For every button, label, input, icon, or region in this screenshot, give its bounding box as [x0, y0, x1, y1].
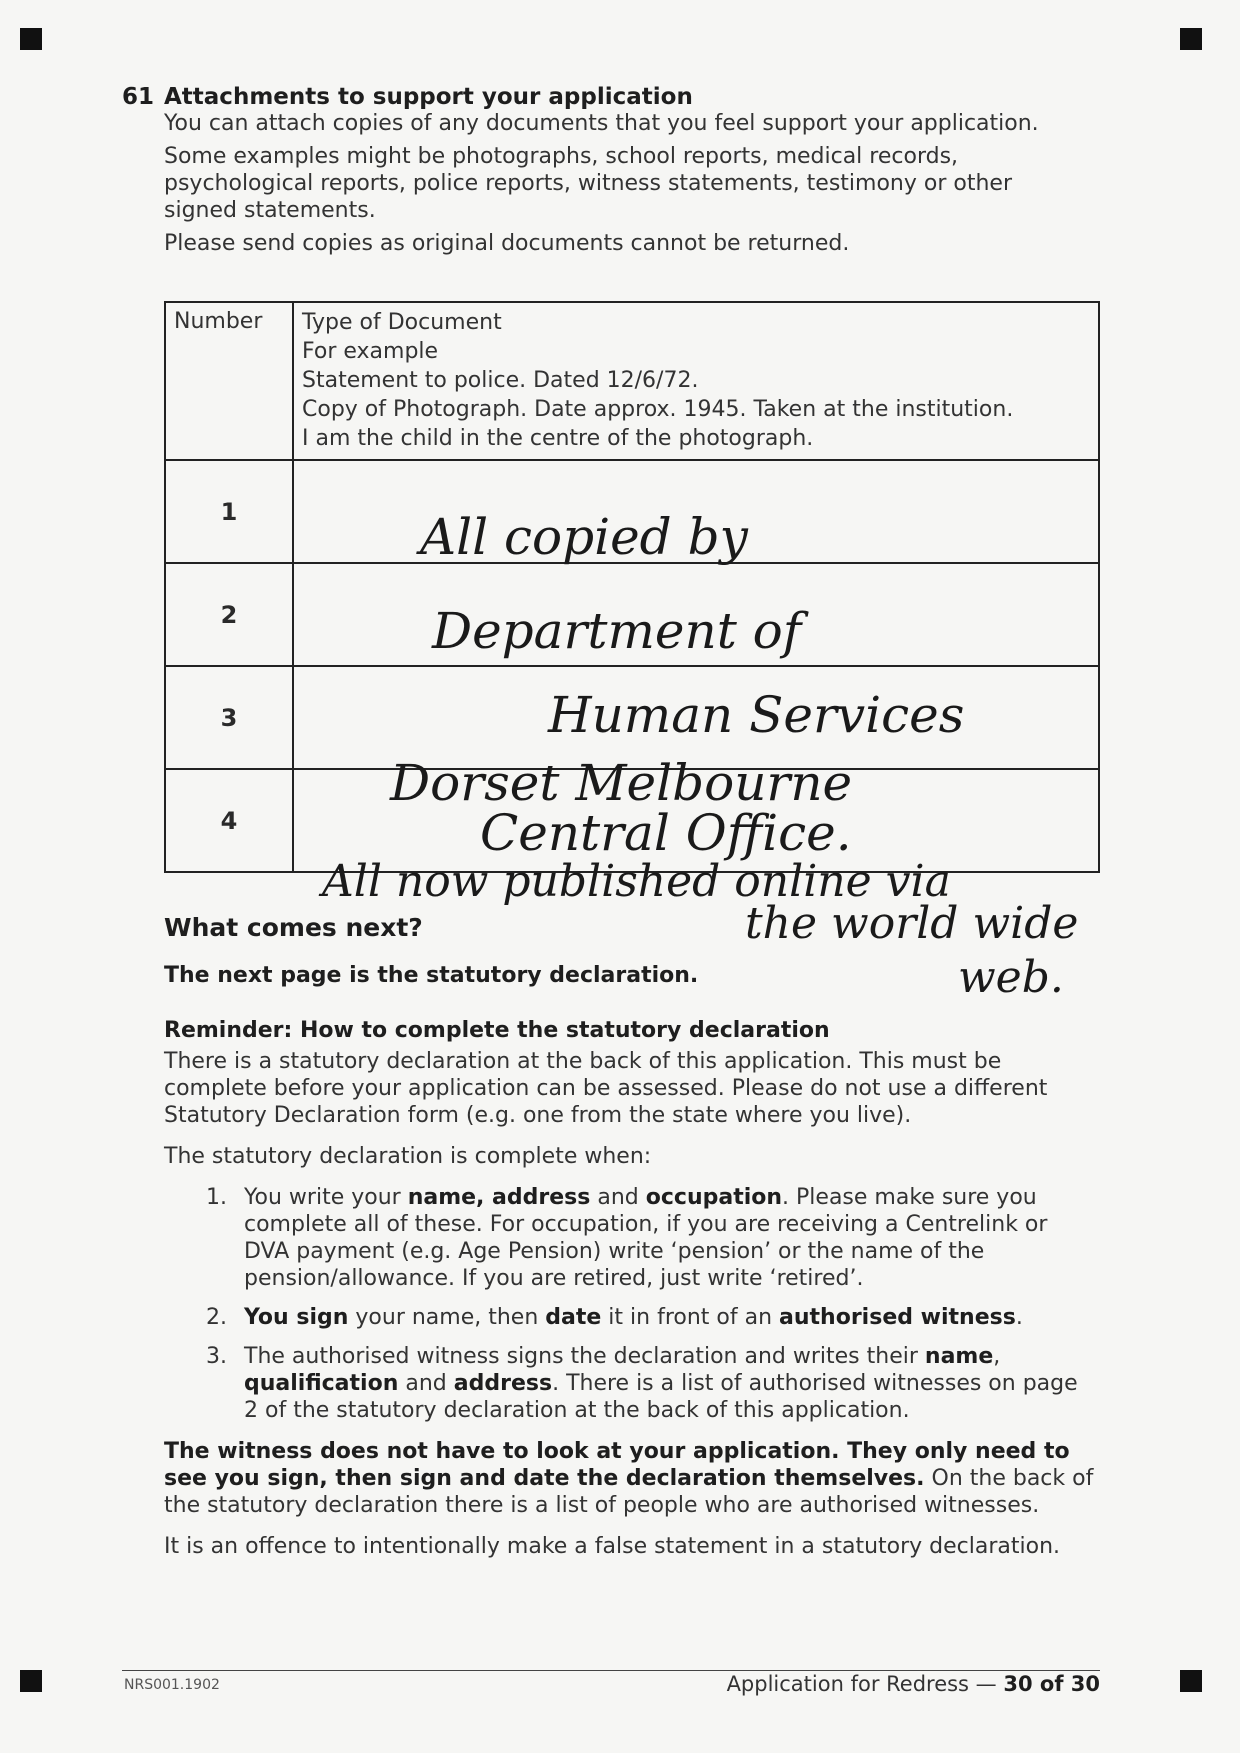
list-item — [234, 1184, 1094, 1292]
step-text: , — [993, 1344, 1001, 1369]
section-paragraph: Some examples might be photographs, school reports, medical records, psychological reports, police reports, witness statements, testimony or other signed statements. — [164, 144, 1012, 223]
step-text: it in front of an — [601, 1305, 780, 1330]
handwritten-line: Department of — [432, 602, 802, 660]
handwritten-line: All now published online via — [322, 856, 951, 907]
what-comes-next-heading: What comes next? — [164, 913, 423, 942]
step-emphasis: You sign — [244, 1305, 349, 1330]
list-item — [234, 1343, 1094, 1424]
section-number: 61 — [122, 84, 155, 110]
registration-mark-bottom-right — [1180, 1670, 1202, 1692]
example-line: Copy of Photograph. Date approx. 1945. Taken at the institution. — [302, 397, 1014, 422]
list-item — [234, 1304, 1094, 1331]
next-page-note: The next page is the statutory declaration. — [164, 963, 699, 988]
section-heading — [122, 84, 1082, 110]
completion-steps-list — [164, 1184, 1094, 1424]
page-number: 30 of 30 — [1003, 1672, 1100, 1696]
header-type-label: Type of Document — [302, 310, 502, 335]
table-header-row — [165, 302, 1099, 460]
reminder-heading: Reminder: How to complete the statutory declaration — [164, 1018, 830, 1043]
handwritten-line: Human Services — [548, 686, 965, 744]
step-text: . There is a list of authorised witnesses on page 2 of the statutory declaration at the back of this application. — [244, 1371, 1078, 1423]
step-emphasis: address — [453, 1371, 553, 1396]
step-text: You write your — [244, 1185, 408, 1210]
reminder-section — [164, 1017, 1094, 1574]
step-emphasis: date — [545, 1305, 602, 1330]
header-number: Number — [165, 302, 293, 460]
section-paragraph: Please send copies as original documents cannot be returned. — [164, 231, 850, 256]
reminder-paragraph: There is a statutory declaration at the back of this application. This must be complete before your application can be assessed. Please do not use a different Statutory Declaration form (e.g. one from the state where you live). — [164, 1049, 1048, 1128]
example-line: I am the child in the centre of the photograph. — [302, 426, 814, 451]
step-emphasis: qualification — [244, 1371, 399, 1396]
section-paragraph: You can attach copies of any documents that you feel support your application. — [164, 111, 1039, 136]
registration-mark-top-right — [1180, 28, 1202, 50]
header-type-of-document — [293, 302, 1099, 460]
step-text: . — [1015, 1305, 1023, 1330]
step-text: The authorised witness signs the declaration and writes their — [244, 1344, 925, 1369]
handwritten-line: web. — [958, 952, 1064, 1003]
row-number: 4 — [165, 769, 293, 872]
handwritten-line: the world wide — [745, 898, 1079, 949]
section-body — [164, 110, 1082, 257]
footer-page-info — [727, 1672, 1100, 1696]
registration-mark-top-left — [20, 28, 42, 50]
row-number: 2 — [165, 563, 293, 666]
step-text: . Please make sure you complete all of these. For occupation, if you are receiving a Centrelink or DVA payment (e.g. Age Pension) write ‘pension’ or the name of the pension/allowance. If you are retired, just write ‘retired’. — [244, 1185, 1048, 1291]
step-text: your name, then — [348, 1305, 546, 1330]
witness-note-rest: On the back of the statutory declaration there is a list of people who are authorised witnesses. — [164, 1466, 1094, 1518]
handwritten-line: Central Office. — [480, 804, 852, 862]
registration-mark-bottom-left — [20, 1670, 42, 1692]
example-line: Statement to police. Dated 12/6/72. — [302, 368, 699, 393]
witness-note — [164, 1438, 1094, 1519]
row-number: 3 — [165, 666, 293, 769]
step-emphasis: occupation — [645, 1185, 783, 1210]
handwritten-line: Dorset Melbourne — [390, 754, 853, 812]
step-emphasis: name — [924, 1344, 994, 1369]
handwritten-line: All copied by — [420, 508, 748, 566]
step-emphasis: authorised witness — [779, 1305, 1016, 1330]
form-code: NRS001.1902 — [124, 1677, 220, 1693]
footer-title: Application for Redress — — [726, 1672, 1004, 1696]
section-title: Attachments to support your application — [164, 84, 693, 110]
offence-warning: It is an offence to intentionally make a false statement in a statutory declaration. — [164, 1534, 1061, 1559]
row-number: 1 — [165, 460, 293, 563]
step-emphasis: name, address — [407, 1185, 591, 1210]
step-text: and — [590, 1185, 646, 1210]
footer-divider — [122, 1670, 1100, 1671]
example-line: For example — [302, 339, 439, 364]
step-text: and — [398, 1371, 454, 1396]
attachments-section — [122, 84, 1082, 263]
witness-note-bold: The witness does not have to look at your application. They only need to see you sign, then sign and date the declaration themselves. — [164, 1439, 1070, 1491]
reminder-paragraph: The statutory declaration is complete when: — [164, 1144, 652, 1169]
